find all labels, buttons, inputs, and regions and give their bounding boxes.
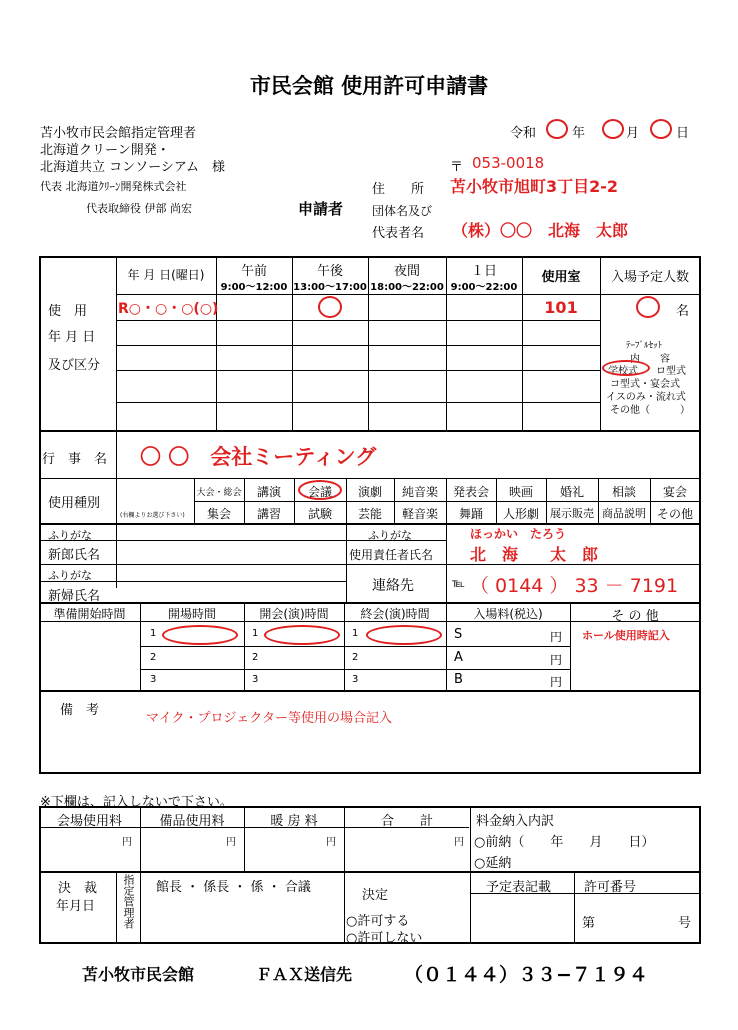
fee-s: S [454, 627, 463, 642]
time-fee: 入場料(税込) [473, 607, 543, 621]
event-label: 行 事 名 [42, 452, 108, 467]
col-day-time: 9:00～22:00 [450, 282, 518, 293]
usage-type-note: (右欄よりお選び下さい) [120, 512, 185, 519]
office-note: ※下欄は、記入しないで下さい。 [40, 795, 233, 810]
type-r2-c2: 講習 [256, 507, 281, 521]
pm-selected-circle [318, 296, 342, 318]
start-n2: 2 [252, 652, 259, 663]
office-dai: 第 [582, 916, 596, 931]
heat-yen: 円 [326, 837, 336, 848]
type-r1-c1: 大会・総会 [196, 488, 242, 498]
date-year-circle [546, 119, 568, 139]
table-set-opt3: コ型式・宴会式 [610, 379, 680, 390]
office-permit-no: 許可番号 [584, 880, 637, 895]
decision-label2: 年月日 [56, 899, 96, 914]
usage-left-label3: 及び区分 [48, 358, 101, 373]
row1-date: R○・○・○(○) [118, 301, 219, 317]
end-n3: 3 [352, 674, 359, 685]
type-r2-c10: その他 [656, 507, 693, 521]
groom-furigana: ふりがな [48, 529, 92, 542]
office-go: 号 [678, 916, 692, 931]
office-equip-fee: 備品使用料 [159, 814, 225, 829]
addressee-line1: 苫小牧市民会館指定管理者 [40, 126, 197, 141]
type-r2-c7: 人形劇 [502, 507, 539, 521]
type-r2-c5: 軽音楽 [401, 507, 438, 521]
type-r2-c1: 集会 [206, 507, 231, 521]
type-r1-c9: 相談 [611, 485, 636, 499]
bride-label: 新婦氏名 [48, 589, 101, 604]
addressee-rep1: 代表 北海道ｸﾘｰﾝ開発株式会社 [40, 180, 187, 193]
fee-a-yen: 円 [550, 653, 563, 667]
col-am: 午前 [240, 264, 267, 279]
people-circle [636, 296, 660, 318]
start-n1: 1 [252, 628, 259, 639]
total-yen: 円 [454, 837, 464, 848]
time-prep: 準備開始時間 [53, 607, 126, 621]
time-start: 開会(演)時間 [259, 607, 329, 621]
table-set-opt1: 学校式 [608, 366, 638, 377]
table-set-opt5: その他（ ） [610, 405, 690, 416]
col-night: 夜間 [393, 264, 420, 279]
decision-label1: 決 裁 [58, 881, 98, 896]
type-r1-c6: 発表会 [452, 485, 489, 499]
people-suffix: 名 [676, 304, 690, 319]
addressee-line3: 北海道共立 コンソーシアム 様 [40, 160, 225, 175]
open-n1-circle [162, 625, 238, 645]
open-n1: 1 [150, 628, 157, 639]
office-permit: ○許可する [346, 914, 410, 929]
date-day-circle [650, 119, 672, 139]
time-open: 開場時間 [167, 607, 216, 621]
footer-fax: （０１４４）３３−７１９４ [404, 964, 648, 986]
office-payment: 料金納入内訳 [476, 814, 555, 829]
office-deny: ○許可しない [346, 931, 423, 946]
col-people: 入場予定人数 [610, 270, 689, 285]
address-label: 住 所 [372, 182, 425, 197]
opt1-circle [602, 360, 650, 376]
type-r2-c4: 芸能 [357, 507, 382, 521]
usage-left-label1: 使 用 [48, 304, 88, 319]
type-r2-c9: 商品説明 [602, 507, 646, 520]
fee-b: B [454, 672, 463, 687]
time-end: 終会(演)時間 [360, 607, 430, 621]
usage-type-label: 使用種別 [48, 496, 101, 511]
resp-furigana: ほっかい たろう [470, 527, 567, 541]
date-month-circle [602, 119, 624, 139]
col-room: 使用室 [541, 270, 581, 285]
addressee-rep2: 代表取締役 伊部 尚宏 [86, 202, 192, 215]
venue-yen: 円 [122, 837, 132, 848]
time-other: そ の 他 [611, 609, 659, 624]
table-set-sub: 内 容 [630, 354, 670, 365]
org-value: （株）〇〇 北海 太郎 [452, 221, 629, 240]
addressee-line2: 北海道クリーン開発・ [40, 143, 170, 158]
col-am-time: 9:00～12:00 [220, 282, 288, 293]
applicant-label: 申請者 [298, 200, 344, 218]
type-r1-c2: 講演 [256, 485, 281, 499]
remarks-label: 備 考 [60, 703, 100, 718]
contact-label: 連絡先 [372, 578, 414, 594]
event-value: 〇 〇 会社ミーティング [140, 445, 377, 469]
type-r2-c8: 展示販売 [550, 507, 594, 520]
office-prepaid: ○前納（ 年 月 日） [474, 835, 655, 850]
type-r2-c6: 舞踊 [458, 507, 483, 521]
type-r1-c10: 宴会 [662, 485, 687, 499]
address-value: 苫小牧市旭町3丁目2-2 [450, 177, 619, 196]
office-deferred: ○延納 [474, 856, 512, 871]
open-n3: 3 [150, 674, 157, 685]
type-r2-c3: 試験 [307, 507, 332, 521]
start-n1-circle [264, 625, 340, 645]
remarks-value: マイク・プロジェクター等使用の場合記入 [146, 711, 392, 726]
tel-number: （ 0144 ） 33 － 7191 [470, 575, 679, 597]
type-r1-c3: 会議 [307, 485, 332, 499]
other-note: ホール使用時記入 [582, 629, 670, 642]
type-r1-c7: 映画 [508, 485, 533, 499]
resp-label: 使用責任者氏名 [349, 548, 434, 562]
fee-a: A [454, 650, 463, 665]
row1-room: 101 [544, 298, 578, 317]
col-night-time: 18:00～22:00 [370, 282, 444, 293]
end-n2: 2 [352, 652, 359, 663]
table-set-opt4: イスのみ・流れ式 [606, 392, 686, 403]
office-total: 合 計 [380, 814, 433, 829]
type-r1-c5: 純音楽 [401, 485, 438, 499]
page-title: 市民会館 使用許可申請書 [249, 74, 489, 98]
start-n3: 3 [252, 674, 259, 685]
bride-furigana: ふりがな [48, 569, 92, 582]
fee-s-yen: 円 [550, 630, 563, 644]
type-meeting-circle [298, 480, 342, 500]
table-set-title: ﾃｰﾌﾞﾙｾｯﾄ [626, 341, 663, 351]
col-pm-time: 13:00～17:00 [293, 282, 367, 293]
equip-yen: 円 [226, 837, 236, 848]
office-decision: 決定 [362, 888, 389, 903]
resp-name: 北 海 太 郎 [470, 545, 599, 564]
fee-b-yen: 円 [550, 675, 563, 689]
date-year-label: 年 [572, 126, 586, 141]
resp-furigana-label: ふりがな [368, 529, 412, 542]
tel-mark: ℡ [452, 576, 465, 590]
usage-left-label2: 年 月 日 [48, 330, 96, 345]
footer-fax-label: ＦＡＸ送信先 [256, 965, 353, 984]
office-schedule: 予定表記載 [486, 880, 552, 895]
end-n1-circle [366, 625, 442, 645]
office-approvers: 館長 ・ 係長 ・ 係 ・ 合議 [156, 880, 311, 895]
org-label2: 代表者名 [372, 226, 425, 241]
col-day: １日 [470, 264, 497, 279]
type-r1-c8: 婚礼 [559, 485, 584, 499]
footer-hall: 苫小牧市民会館 [82, 965, 195, 984]
office-heat-fee: 暖 房 料 [270, 814, 318, 829]
col-pm: 午後 [316, 264, 343, 279]
postal-mark: 〒 [450, 160, 464, 175]
postal-code: 053-0018 [472, 154, 545, 172]
office-venue-fee: 会場使用料 [56, 814, 122, 829]
type-r1-c4: 演劇 [357, 485, 382, 499]
open-n2: 2 [150, 652, 157, 663]
date-day-label: 日 [676, 126, 690, 141]
end-n1: 1 [352, 628, 359, 639]
date-era: 令和 [510, 126, 537, 141]
org-label1: 団体名及び [372, 204, 433, 218]
groom-label: 新郎氏名 [48, 548, 101, 563]
table-set-opt2: ロ型式 [656, 366, 686, 377]
date-month-label: 月 [626, 126, 640, 141]
manager-vertical: 指定管理者 [122, 874, 135, 929]
col-date: 年 月 日(曜日) [127, 268, 205, 282]
